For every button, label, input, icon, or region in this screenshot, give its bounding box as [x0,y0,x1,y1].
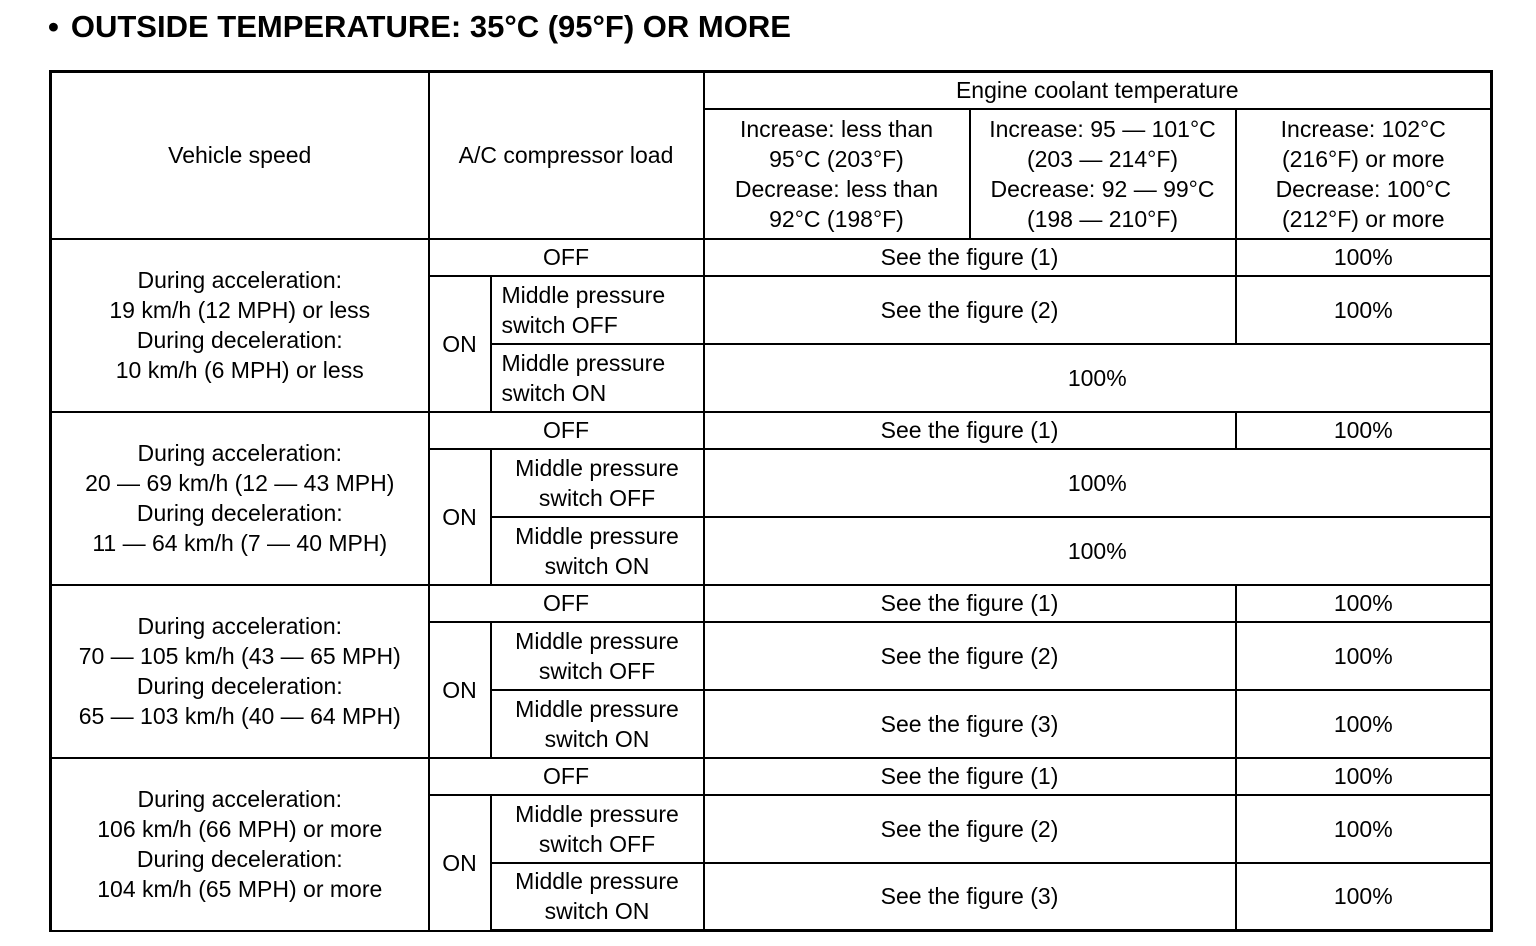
ac-on-cell: ON [429,449,491,585]
fan-control-table [49,70,1493,932]
fan-value-cell: 100% [1236,276,1492,344]
fan-value-cell: 100% [1236,412,1492,449]
fan-value-cell: See the figure (1) [704,239,1236,276]
switch-off-cell: Middle pressure switch OFF [491,449,704,517]
table-row [51,758,1492,795]
table-row [51,585,1492,622]
header-row [51,72,1492,109]
ac-off-cell: OFF [429,585,704,622]
switch-on-cell: Middle pressure switch ON [491,344,704,412]
fan-value-cell: 100% [1236,863,1492,931]
fan-value-cell: See the figure (1) [704,585,1236,622]
fan-value-cell: See the figure (2) [704,622,1236,690]
header-engine-coolant: Engine coolant temperature [704,72,1492,109]
fan-value-cell: 100% [1236,585,1492,622]
switch-on-cell: Middle pressure switch ON [491,517,704,585]
vehicle-speed-cell: During acceleration: 70 — 105 km/h (43 — 65 MPH) During deceleration: 65 — 103 km/h (40 — 64 MPH) [51,585,429,758]
fan-value-cell: 100% [1236,690,1492,758]
table-row [51,239,1492,276]
switch-off-cell: Middle pressure switch OFF [491,795,704,863]
ac-off-cell: OFF [429,758,704,795]
vehicle-speed-cell: During acceleration: 20 — 69 km/h (12 — 43 MPH) During deceleration: 11 — 64 km/h (7 — 40 MPH) [51,412,429,585]
table-row [51,412,1492,449]
ac-on-cell: ON [429,795,491,931]
fan-value-cell: 100% [1236,758,1492,795]
page-title [48,9,791,45]
header-coolant-col-2: Increase: 95 — 101°C (203 — 214°F) Decrease: 92 — 99°C (198 — 210°F) [970,109,1236,239]
switch-on-cell: Middle pressure switch ON [491,863,704,931]
ac-on-cell: ON [429,622,491,758]
fan-value-cell: See the figure (1) [704,758,1236,795]
fan-value-cell: See the figure (1) [704,412,1236,449]
switch-off-cell: Middle pressure switch OFF [491,276,704,344]
header-coolant-col-3: Increase: 102°C (216°F) or more Decrease: 100°C (212°F) or more [1236,109,1492,239]
fan-value-cell: 100% [704,449,1492,517]
ac-off-cell: OFF [429,239,704,276]
fan-value-cell: See the figure (2) [704,795,1236,863]
header-ac-load: A/C compressor load [429,72,704,239]
bullet-icon: • [48,9,59,44]
fan-value-cell: 100% [1236,795,1492,863]
switch-on-cell: Middle pressure switch ON [491,690,704,758]
switch-off-cell: Middle pressure switch OFF [491,622,704,690]
header-vehicle-speed: Vehicle speed [51,72,429,239]
ac-off-cell: OFF [429,412,704,449]
fan-value-cell: See the figure (3) [704,690,1236,758]
header-coolant-col-1: Increase: less than 95°C (203°F) Decrease: less than 92°C (198°F) [704,109,970,239]
fan-value-cell: 100% [1236,239,1492,276]
vehicle-speed-cell: During acceleration: 19 km/h (12 MPH) or less During deceleration: 10 km/h (6 MPH) or less [51,239,429,412]
fan-value-cell: See the figure (2) [704,276,1236,344]
fan-value-cell: 100% [704,517,1492,585]
ac-on-cell: ON [429,276,491,412]
title-text: OUTSIDE TEMPERATURE: 35°C (95°F) OR MORE [70,9,791,44]
fan-value-cell: 100% [704,344,1492,412]
fan-value-cell: 100% [1236,622,1492,690]
vehicle-speed-cell: During acceleration: 106 km/h (66 MPH) or more During deceleration: 104 km/h (65 MPH) or more [51,758,429,931]
fan-value-cell: See the figure (3) [704,863,1236,931]
